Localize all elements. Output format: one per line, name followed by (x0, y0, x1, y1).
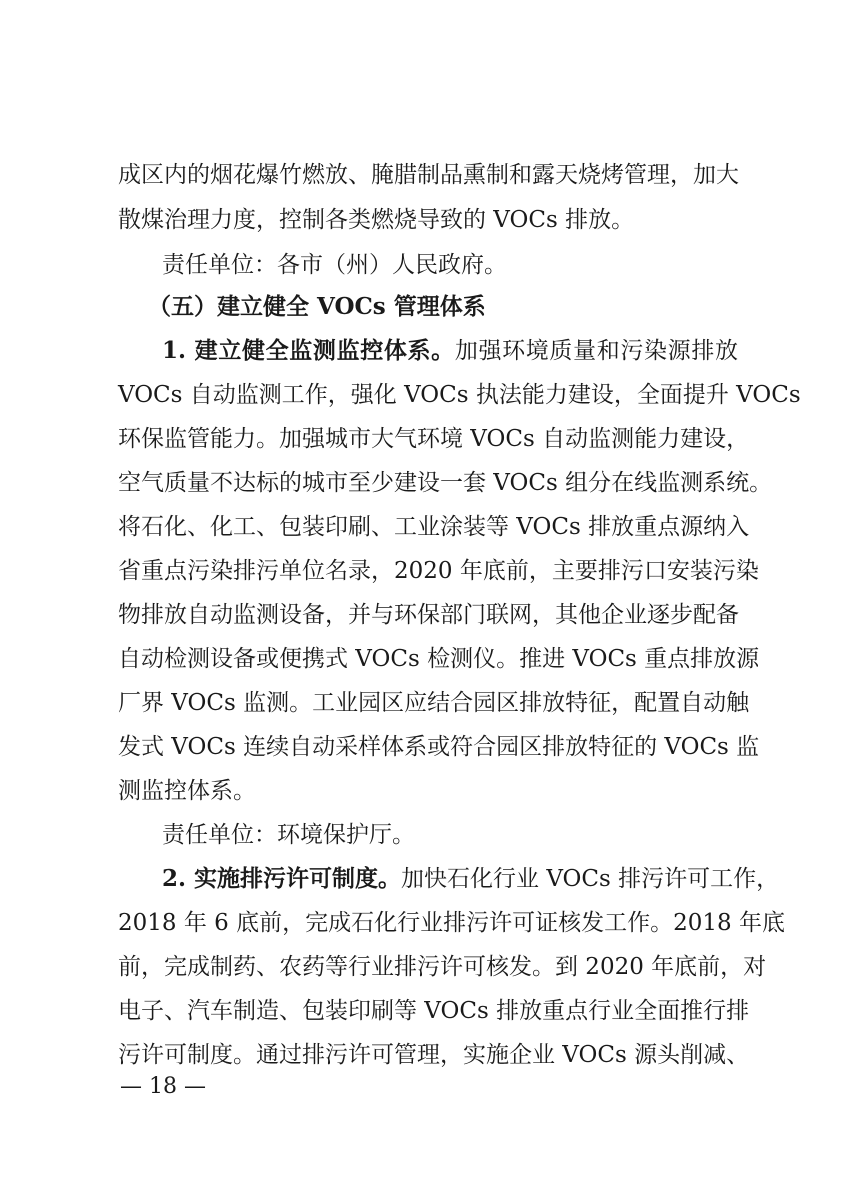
body-text-line: 自动检测设备或便携式 VOCs 检测仪。推进 VOCs 重点排放源 (118, 646, 760, 672)
responsibility-unit: 责任单位：各市（州）人民政府。 (162, 252, 507, 278)
body-text-line: VOCs 自动监测工作，强化 VOCs 执法能力建设，全面提升 VOCs (118, 382, 801, 408)
body-text-line: 环保监管能力。加强城市大气环境 VOCs 自动监测能力建设， (118, 426, 750, 452)
item-2-heading: 2. 实施排污许可制度。 (162, 865, 402, 892)
responsibility-unit: 责任单位：环境保护厅。 (162, 822, 415, 848)
item-1-heading: 1. 建立健全监测监控体系。 (162, 337, 455, 364)
page-number: — 18 — (120, 1074, 206, 1099)
body-text-line: 电子、汽车制造、包装印刷等 VOCs 排放重点行业全面推行排 (118, 998, 750, 1024)
body-text-line: 散煤治理力度，控制各类燃烧导致的 VOCs 排放。 (118, 207, 635, 233)
item-1-text: 加强环境质量和污染源排放 (454, 338, 738, 364)
body-text-line: 将石化、化工、包装印刷、工业涂装等 VOCs 排放重点源纳入 (118, 514, 750, 540)
body-text-line: 前，完成制药、农药等行业排污许可核发。到 2020 年底前，对 (118, 954, 767, 980)
body-text-line: 2018 年 6 底前，完成石化行业排污许可证核发工作。2018 年底 (118, 910, 785, 936)
section-heading: （五）建立健全 VOCs 管理体系 (148, 293, 486, 320)
body-text-line: 空气质量不达标的城市至少建设一套 VOCs 组分在线监测系统。 (118, 470, 773, 496)
body-text-line: 污许可制度。通过排污许可管理，实施企业 VOCs 源头削减、 (118, 1042, 750, 1068)
item-2-first-line (162, 864, 780, 894)
body-text-line: 省重点污染排污单位名录，2020 年底前，主要排污口安装污染 (118, 558, 759, 584)
body-text-line: 物排放自动监测设备，并与环保部门联网，其他企业逐步配备 (118, 602, 739, 628)
body-text-line: 厂界 VOCs 监测。工业园区应结合园区排放特征，配置自动触 (118, 690, 750, 716)
body-text-line: 成区内的烟花爆竹燃放、腌腊制品熏制和露天烧烤管理，加大 (118, 162, 739, 188)
item-1-first-line (162, 336, 738, 366)
body-text-line: 发式 VOCs 连续自动采样体系或符合园区排放特征的 VOCs 监 (118, 734, 760, 760)
body-text-line: 测监控体系。 (118, 778, 256, 804)
item-2-text: 加快石化行业 VOCs 排污许可工作， (401, 866, 780, 892)
